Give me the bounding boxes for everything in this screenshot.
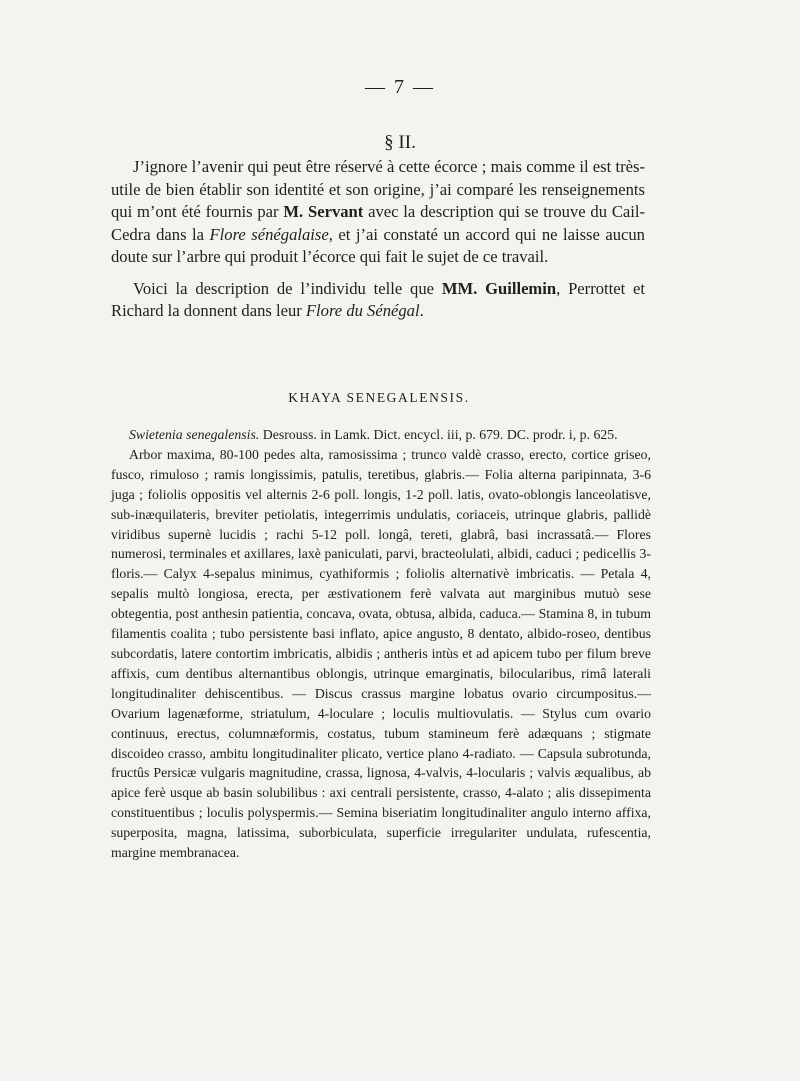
synonym-references: Desrouss. in Lamk. Dict. encycl. iii, p. 679. DC. prodr. i, p. 625.: [259, 427, 618, 442]
species-title: KHAYA SENEGALENSIS.: [288, 390, 470, 405]
section-heading: § II.: [384, 132, 416, 153]
synonym-line: [111, 425, 651, 445]
species-description: Arbor maxima, 80-100 pedes alta, ramosissima ; trunco valdè crasso, erecto, cortice griseo, fusco, rimuloso ; ramis longissimis, patulis, teretibus, glabris.— Folia alterna paripinnata, 3-6 juga ; foliolis oppositis vel alternis 2-6 poll. longis, 1-2 poll. latis, ovato-oblongis lanceolatisve, sub-inæquilateris, breviter petiolatis, integerrimis undulatis, coriaceis, utrinque glabris, pallidè viridibus supernè lucidis ; rachi 5-12 poll. longâ, tereti, glabrâ, basi incrassatâ.— Flores numerosi, terminales et axillares, laxè paniculati, parvi, bracteolulati, albidi, caduci ; pedicellis 3-floris.— Calyx 4-sepalus minimus, cyathiformis ; foliolis alternativè imbricatis. — Petala 4, sepalis multò longiosa, erecta, per æstivationem ferè valvata aut marginibus mutuò sese obtegentia, post anthesin patientia, concava, ovata, obtusa, albida, caduca.— Stamina 8, in tubum filamentis coalita ; tubo persistente basi inflato, apice angusto, 8 dentato, albido-roseo, dentibus subcordatis, latere contortim imbricatis, albidis ; antheris intùs et ad apicem tubo per filum breve affixis, cum dentibus alternantibus oblongis, utrinque emarginatis, bilocularibus, rimâ laterali longitudinaliter dehiscentibus. — Discus crassus margine lobatus ovario circumpositus.— Ovarium lagenæforme, striatulum, 4-loculare ; loculis multiovulatis. — Stylus cum ovario continuus, erectus, columnæformis, costatus, tubum stamineum ferè adæquans ; stigmate discoideo crasso, ambitu longitudinaliter plicato, vertice plano 4-radiato. — Capsula subrotunda, fructûs Persicæ vulgaris magnitudine, crassa, lignosa, 4-valvis, 4-locularis ; valvis æqualibus, ab apice ferè usque ab basin solubilibus : axi centrali persistente, crasso, 4-alato ; alis dissepimenta constituentibus ; loculis polyspermis.— Semina biseriatim longitudinaliter angulo interno affixa, superposita, magna, latissima, suborbiculata, superficie irregulariter undulata, rufescentia, margine membranacea.: [111, 446, 651, 861]
intro-p2-text-c: .: [419, 301, 424, 320]
intro-p2-work-title: Flore du Sénégal: [305, 301, 420, 320]
intro-p1-work-title: Flore sénégalaise: [209, 224, 329, 244]
intro-p2-text-b: , Perrottet et Richard la donnent dans leur: [111, 278, 646, 320]
page-number: — 7 —: [365, 76, 435, 98]
intro-paragraph-1: [111, 156, 645, 269]
intro-text: [111, 156, 645, 323]
intro-p1-text-c: , et j’ai constaté un accord qui ne laisse aucun doute sur l’arbre qui produit l’écorce qui fait le sujet de ce travail.: [111, 224, 645, 266]
intro-paragraph-2: [111, 278, 645, 323]
intro-p2-text-a: Voici la description de l’individu telle que: [133, 278, 442, 298]
intro-p1-text-a: J’ignore l’avenir qui peut être réservé à cette écorce ; mais comme il est très-utile de bien établir son identité et son origine, j’ai comparé les renseignements qui m’ont été fournis par: [111, 157, 645, 221]
latin-description: [111, 425, 651, 863]
intro-p2-person: MM. Guillemin: [441, 278, 557, 298]
synonym-name: Swietenia senegalensis.: [129, 427, 260, 442]
intro-p1-text-b: avec la description qui se trouve du Cail-Cedra dans la: [111, 202, 645, 244]
intro-p1-person: M. Servant: [283, 202, 364, 221]
